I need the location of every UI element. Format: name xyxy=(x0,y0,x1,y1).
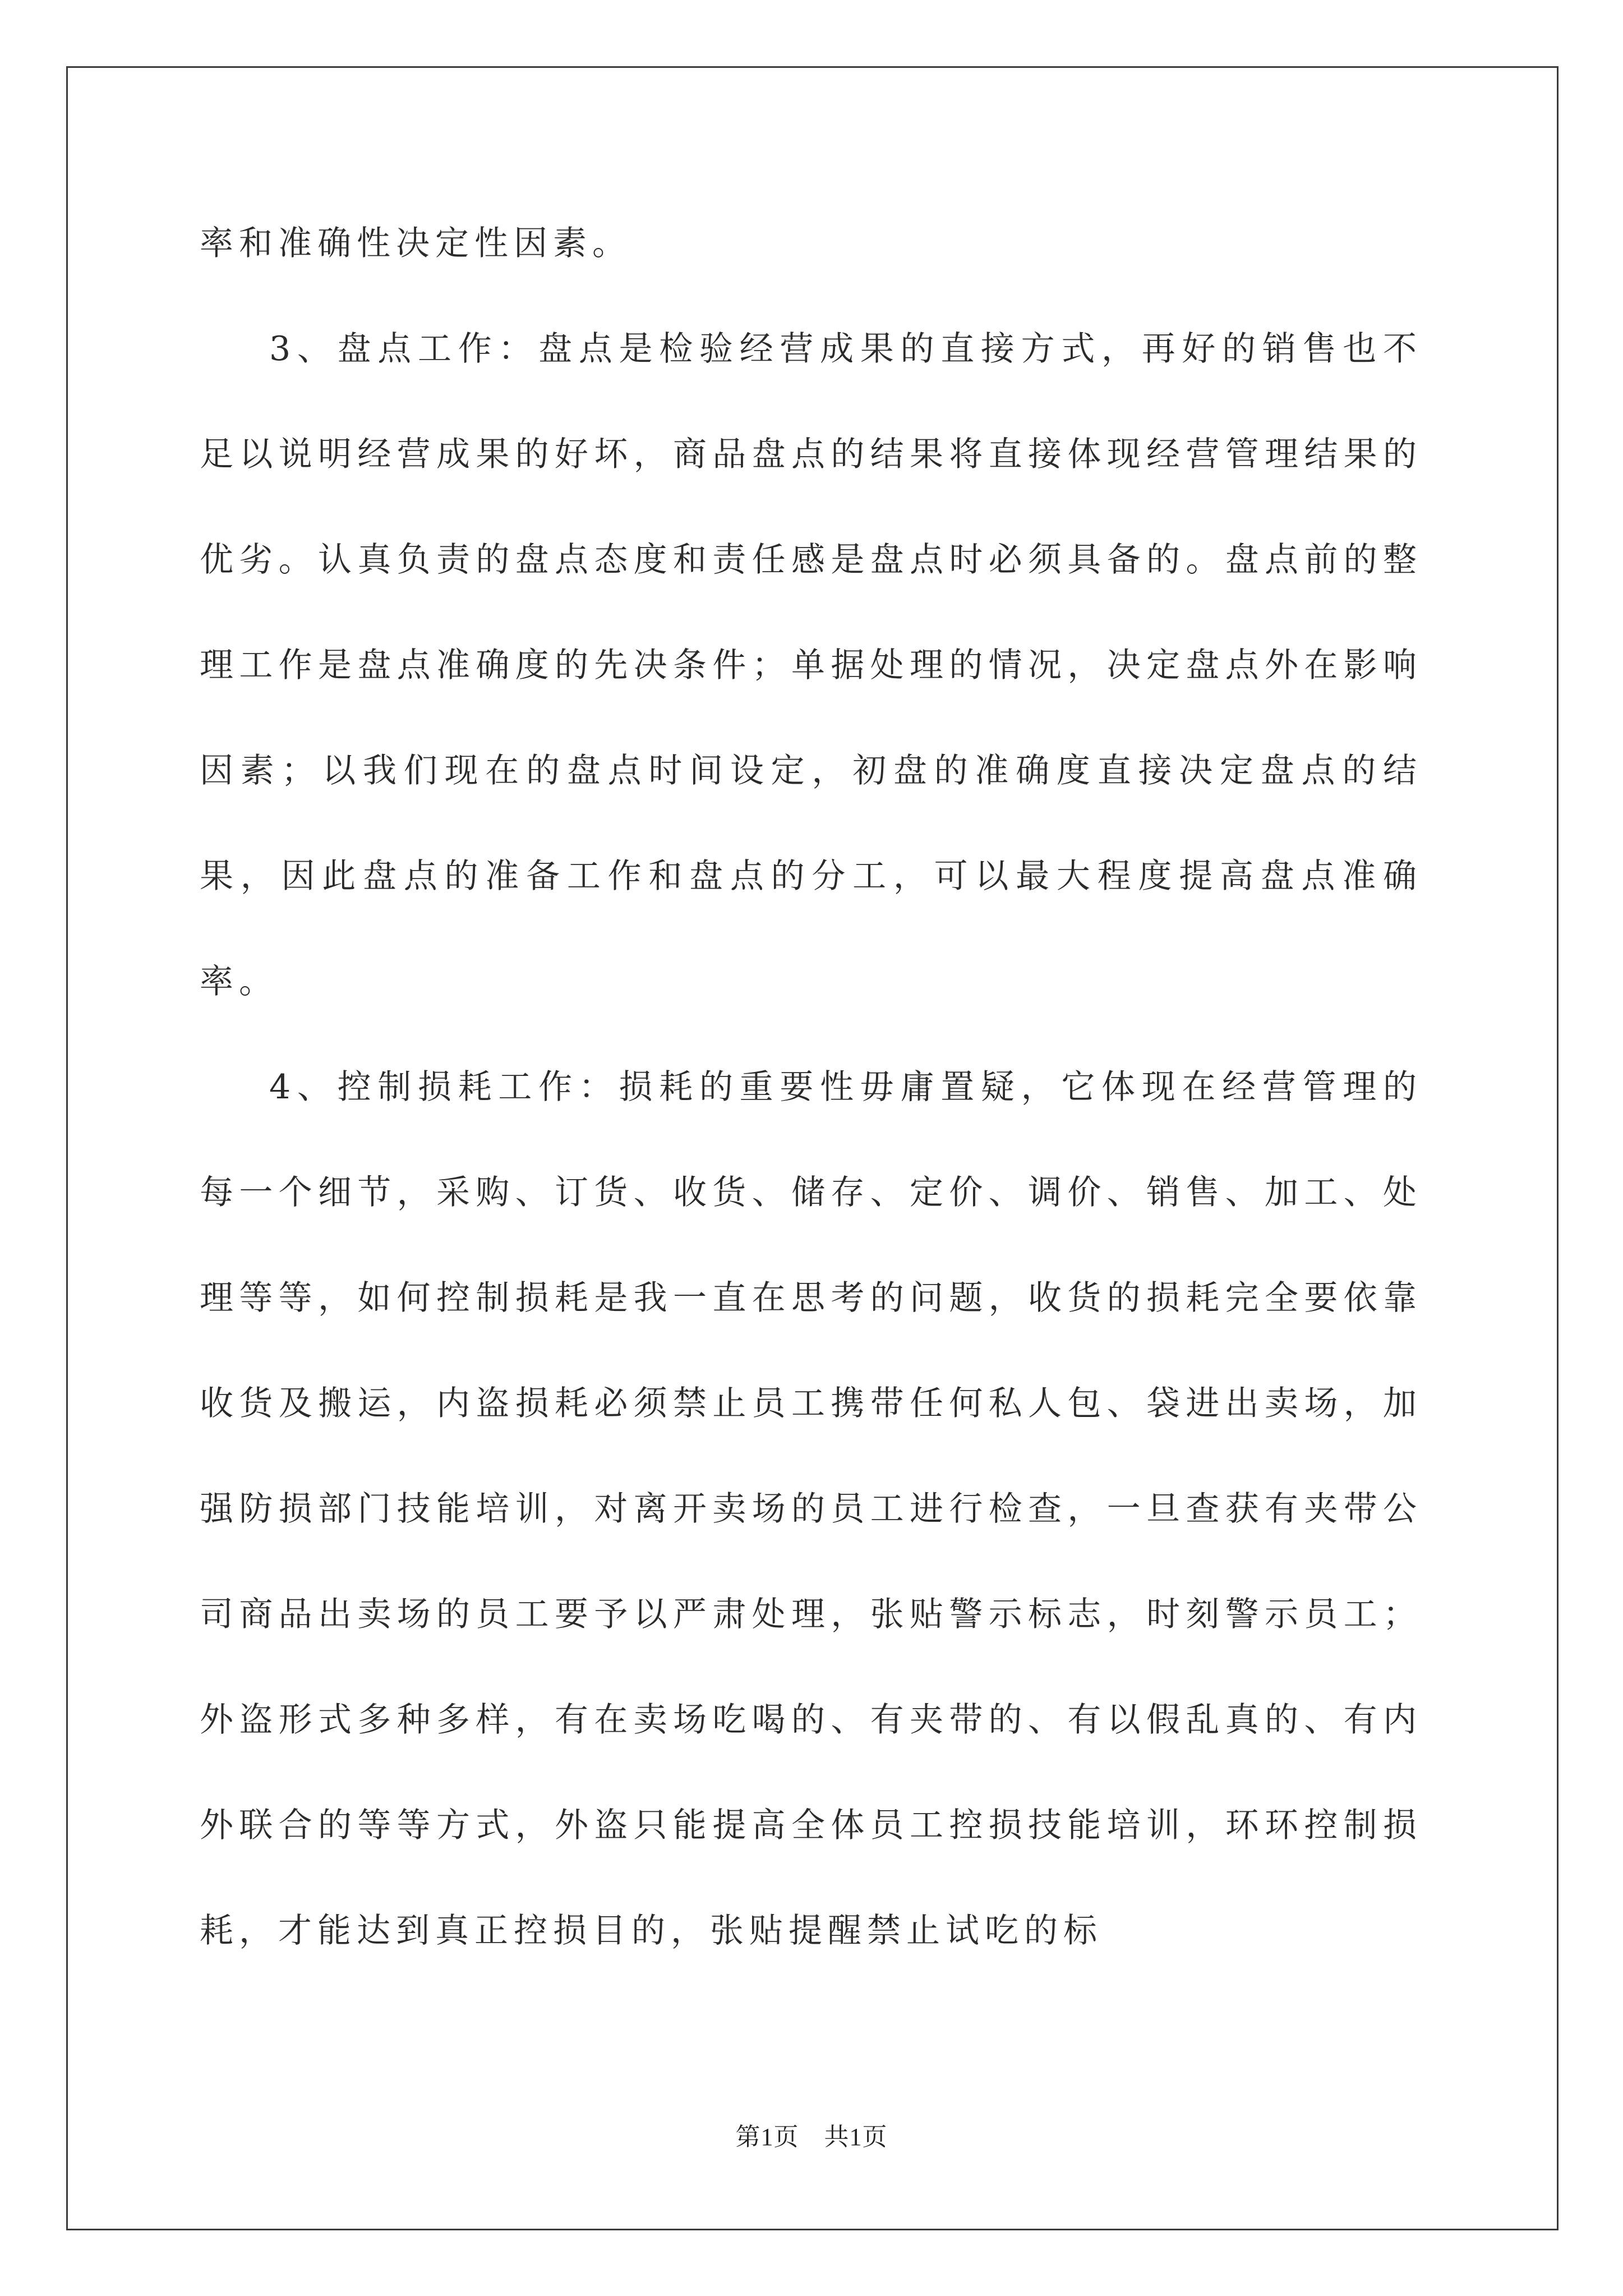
paragraph-3: 4、控制损耗工作：损耗的重要性毋庸置疑，它体现在经营管理的每一个细节，采购、订货、收货、储存、定价、调价、销售、加工、处理等等，如何控制损耗是我一直在思考的问题，收货的损耗完全要依靠收货及搬运，内盗损耗必须禁止员工携带任何私人包、袋进出卖场，加强防损部门技能培训，对离开卖场的员工进行检查，一旦查获有夹带公司商品出卖场的员工要予以严肃处理，张贴警示标志，时刻警示员工；外盗形式多种多样，有在卖场吃喝的、有夹带的、有以假乱真的、有内外联合的等等方式，外盗只能提高全体员工控损技能培训，环环控制损耗，才能达到真正控损目的，张贴提醒禁止试吃的标 xyxy=(200,1068,1422,1950)
paragraph-1: 率和准确性决定性因素。 xyxy=(200,224,631,263)
page-footer xyxy=(0,2122,1623,2153)
page-number-label: 第1页 共1页 xyxy=(735,2123,888,2151)
paragraph-2: 3、盘点工作：盘点是检验经营成果的直接方式，再好的销售也不足以说明经营成果的好坏，商品盘点的结果将直接体现经营管理结果的优劣。认真负责的盘点态度和责任感是盘点时必须具备的。盘点前的整理工作是盘点准确度的先决条件；单据处理的情况，决定盘点外在影响因素；以我们现在的盘点时间设定，初盘的准确度直接决定盘点的结果，因此盘点的准备工作和盘点的分工，可以最大程度提高盘点准确率。 xyxy=(200,329,1422,1001)
document-body xyxy=(200,191,1422,1984)
